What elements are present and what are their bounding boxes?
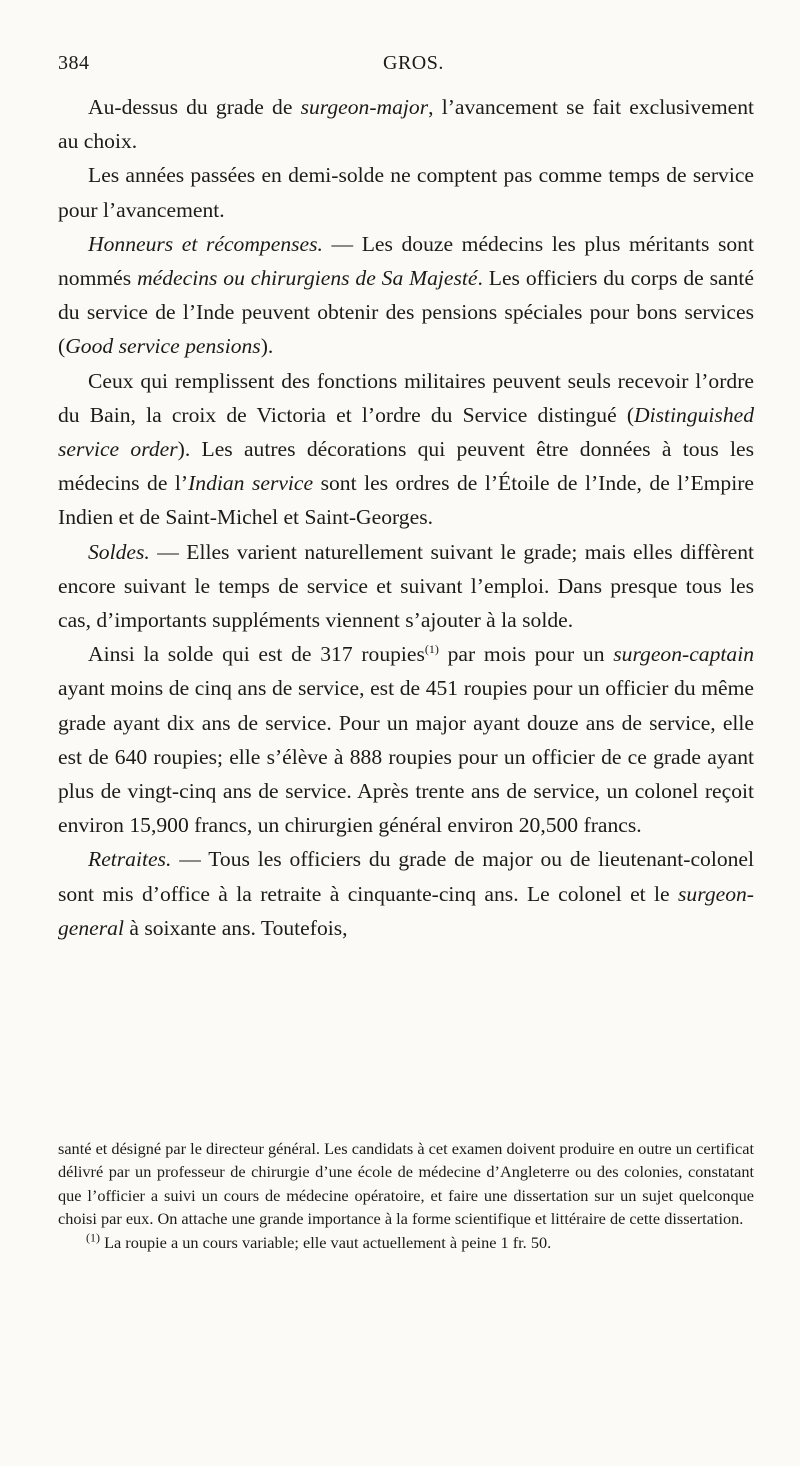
italic-run: Soldes. — [88, 539, 150, 564]
text-run: sont les ordres de l’Étoile de l’Inde, de l’Empire Indien et de Saint-Michel et Saint-Georges. — [58, 471, 755, 530]
italic-run: Retraites. — [88, 847, 172, 872]
footnote-ref: (1) — [424, 642, 439, 657]
text-run: Au-dessus du grade de — [88, 95, 301, 119]
paragraph — [58, 227, 754, 364]
text-run: — Elles varient naturellement suivant le grade; mais elles diffèrent encore suivant le temps de service et suivant l’emploi. Dans presque tous les cas, d’importants suppléments viennent s’ajouter à la solde. — [58, 539, 754, 633]
text-run: , l’avancement se fait exclusivement au choix. — [58, 95, 754, 154]
paragraph — [58, 535, 754, 638]
footnote-text: La roupie a un cours variable; elle vaut actuellement à peine 1 fr. 50. — [100, 1232, 552, 1252]
text-run: par mois pour un — [438, 642, 614, 667]
italic-run: Indian service — [188, 471, 314, 496]
note-continuation: santé et désigné par le directeur général. Les candidats à cet examen doivent produire en outre un certificat délivré par un professeur de chirurgie d’une école de médecine d’Angleterre ou des colonies, constatant que l’officier a suivi un cours de médecine opératoire, et faire une dissertation sur un sujet quelconque choisi par eux. On attache une grande importance à la forme scientifique et littéraire de cette dissertation. — [58, 1139, 754, 1229]
italic-run: surgeon-major — [300, 95, 429, 119]
footnote — [58, 1231, 754, 1254]
text-run: Les années passées en demi-solde ne comptent pas comme temps de service pour l’avancement. — [58, 163, 754, 222]
italic-run: Distinguished service order — [58, 402, 754, 462]
italic-run: Honneurs et récompenses. — [88, 231, 323, 256]
paragraph — [58, 364, 754, 535]
text-run: ayant moins de cinq ans de service, est de 451 roupies pour un officier du même grade ayant dix ans de service. Pour un major ayant douze ans de service, elle est de 640 roupies; elle s’élève à 888 roupies pour un officier de ce grade ayant plus de vingt-cinq ans de service. Après trente ans de service, un colonel reçoit environ 15,900 francs, un chirurgien général environ 20,500 francs. — [58, 676, 754, 838]
text-run: . Les officiers du corps de santé du service de l’Inde peuvent obtenir des pensions spéciales pour bons services ( — [58, 266, 754, 359]
paragraph — [58, 637, 754, 842]
text-run: Ainsi la solde qui est de 317 roupies — [88, 642, 425, 667]
running-title: GROS. — [383, 52, 444, 74]
text-run: — Les douze médecins les plus méritants sont nommés — [58, 231, 754, 291]
main-text — [58, 90, 754, 945]
italic-run: surgeon-captain — [613, 642, 754, 667]
footnote-marker: (1) — [86, 1230, 100, 1245]
notes-section — [58, 1137, 754, 1254]
paragraph — [58, 90, 754, 158]
page-number: 384 — [58, 52, 90, 74]
italic-run: surgeon-general — [58, 881, 754, 940]
italic-run: médecins ou chirurgiens de Sa Majesté — [137, 266, 478, 291]
text-run: à soixante ans. Toutefois, — [123, 915, 348, 940]
paragraph — [58, 158, 754, 226]
running-header — [58, 52, 750, 82]
text-run: ). Les autres décorations qui peuvent être données à tous les médecins de l’ — [58, 437, 754, 496]
paragraph — [58, 842, 754, 945]
text-run: — Tous les officiers du grade de major ou de lieutenant-colonel sont mis d’office à la retraite à cinquante-cinq ans. Le colonel et le — [58, 847, 754, 906]
italic-run: Good service pensions — [65, 334, 261, 359]
text-run: Ceux qui remplissent des fonctions militaires peuvent seuls recevoir l’ordre du Bain, la croix de Victoria et l’ordre du Service distingué ( — [58, 368, 754, 427]
text-run: ). — [260, 334, 274, 359]
